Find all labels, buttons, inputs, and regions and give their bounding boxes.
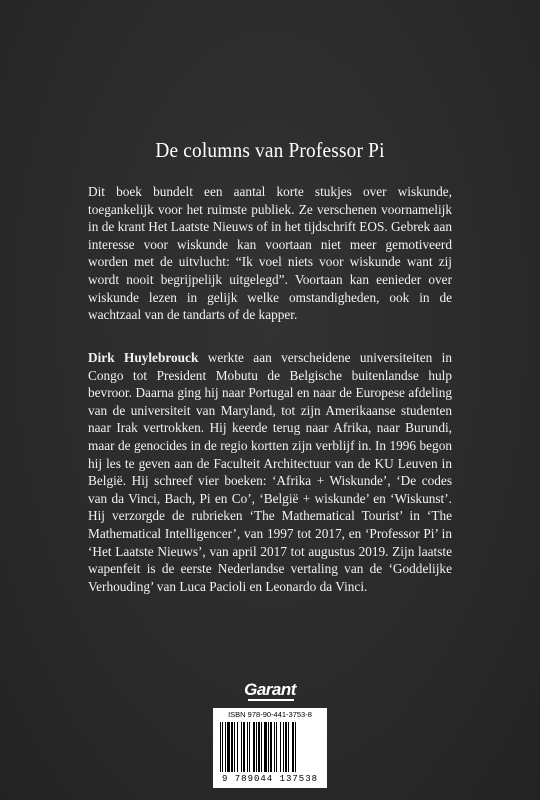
ean-digits: 9 789044 137538 <box>221 774 318 784</box>
publisher-logo-underline <box>248 699 294 701</box>
barcode-bar <box>253 722 255 772</box>
book-title: De columns van Professor Pi <box>155 138 385 162</box>
barcode-bar <box>256 722 257 772</box>
barcode-bar <box>249 722 250 772</box>
barcode-bar <box>280 722 281 772</box>
barcode-bar <box>276 722 277 772</box>
barcode-bar <box>268 722 269 772</box>
barcode-bar <box>258 722 260 772</box>
barcode-bar <box>274 722 275 772</box>
publisher-logo: Garant <box>244 680 296 699</box>
barcode-bar <box>247 722 248 772</box>
barcode-bar <box>243 722 245 772</box>
barcode-bar <box>220 722 221 772</box>
isbn-label: ISBN 978-90-441-3753-8 <box>228 710 312 719</box>
barcode-bar <box>292 722 294 772</box>
barcode-bar <box>225 722 226 772</box>
barcode-bar <box>288 722 289 772</box>
barcode-bar <box>283 722 284 772</box>
barcode-bar <box>237 722 238 772</box>
barcode-bar <box>231 722 233 772</box>
barcode-bar <box>295 722 296 772</box>
author-bio-text: werkte aan verscheidene universiteiten in Congo tot President Mobutu de Belgische buitenlandse hulp bevroor. Daarna ging hij naar Portugal en naar de Europese afdeling van de universiteit van Maryland, tot zijn Amerikaanse studenten naar Irak vertrokken. Hij keerde terug naar Afrika, naar Burundi, maar de genocides in de regio kortten zijn verblijf in. In 1996 begon hij les te geven aan de Faculteit Architectuur van de KU Leuven in België. Hij schreef vier boeken: ‘Afrika + Wiskunde’, ‘De codes van da Vinci, Bach, Pi en Co’, ‘België + wiskunde’ en ‘Wiskunst’. Hij verzorgde de rubrieken ‘The Mathematical Tourist’ in ‘The Mathematical Intelligencer’, van 1997 tot 2017, en ‘Professor Pi’ in ‘Het Laatste Nieuws’, van april 2017 tot augustus 2019. Zijn laatste wapenfeit is de eerste Nederlandse vertaling van de ‘Goddelijke Verhouding’ van Luca Pacioli en Leonardo da Vinci. <box>88 350 452 594</box>
barcode-bar <box>234 722 235 772</box>
author-bio-paragraph <box>88 349 452 595</box>
description-paragraph: Dit boek bundelt een aantal korte stukjes over wiskunde, toegankelijk voor het ruimste publiek. Ze verschenen voornamelijk in de krant Het Laatste Nieuws of in het tijdschrift EOS. Gebrek aan interesse voor wiskunde kan voortaan niet meer gemotiveerd worden met de uitvlucht: “Ik voel niets voor wiskunde want zij wordt nooit begrijpelijk uitgelegd”. Voortaan kan eenieder over wiskunde lezen in gelijk welke omstandigheden, ook in de wachtzaal van de tandarts of de kapper. <box>88 184 452 323</box>
barcode-bar <box>261 722 262 772</box>
barcode-bar <box>241 722 242 772</box>
barcode-bars <box>219 722 321 772</box>
barcode-bar <box>222 722 223 772</box>
barcode-bar <box>285 722 287 772</box>
barcode-bar <box>264 722 267 772</box>
barcode <box>213 708 327 788</box>
barcode-bar <box>227 722 230 772</box>
author-name: Dirk Huylebrouck <box>88 350 199 365</box>
barcode-bar <box>270 722 272 772</box>
